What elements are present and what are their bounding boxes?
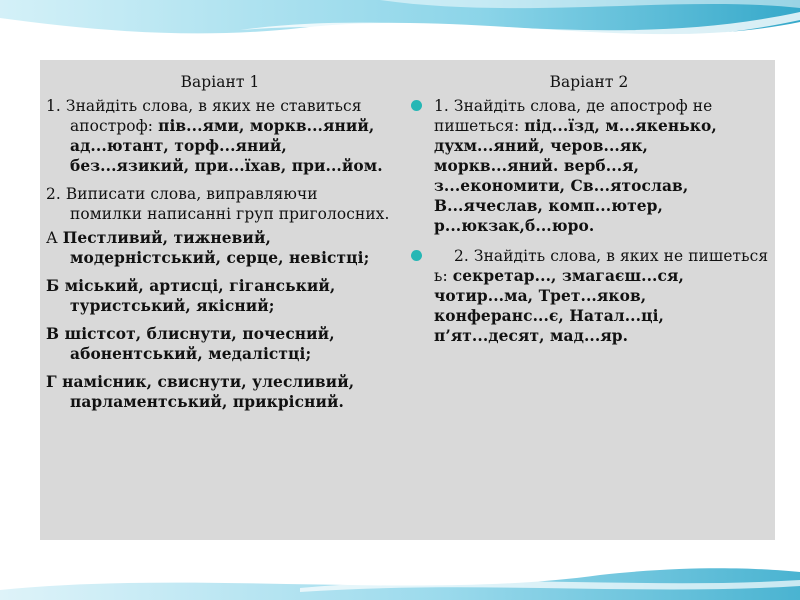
variant-2-question-1 <box>408 96 770 236</box>
content-panel <box>40 60 775 540</box>
option-a-letter: А <box>46 229 63 247</box>
bullet-icon <box>411 100 422 111</box>
variant-2-question-1-lead: 1. Знайдіть слова, де апостроф не пишеться: <box>434 97 713 135</box>
variant-1-option-v: В шістсот, блиснути, почесний, абонентський, медалістці; <box>46 325 335 363</box>
variant-2-question-2 <box>408 246 770 346</box>
variant-1-question-1-words: пів...ями, моркв...яний, ад...ютант, торф...яний, без...язикий, при...їхав, при...йом. <box>70 117 383 175</box>
bottom-wave-decoration <box>0 530 800 600</box>
variant-2-title: Варіант 2 <box>549 73 629 91</box>
variant-1-column <box>46 72 394 420</box>
variant-2-question-1-words: під...їзд, м...якенько, духм...яний, черов...як, моркв...яний. верб...я, з...економити, Св...ятослав, В...ячеслав, комп...ютер, р...юкзак,б...юро. <box>434 117 717 235</box>
variant-2-question-2-lead: 2. Знайдіть слова, в яких не пишеться ь: <box>434 247 769 285</box>
variant-1-title: Варіант 1 <box>180 73 260 91</box>
variant-2-column <box>408 72 770 356</box>
variant-2-question-2-words: секретар..., змагаєш...ся, чотир...ма, Трет...яков, конферанс...є, Натал...ці, п’ят...десят, мад...яр. <box>434 267 684 345</box>
variant-2-question-2-text <box>434 246 770 346</box>
option-a-words: Пестливий, тижневий, модерністський, серце, невістці; <box>62 229 370 267</box>
variant-1-option-g: Г намісник, свиснути, улесливий, парламентський, прикрісний. <box>46 373 355 411</box>
variant-1-question-1 <box>46 96 394 176</box>
variant-1-option-a <box>46 228 394 268</box>
bullet-icon <box>411 250 422 261</box>
variant-1-question-1-lead: 1. Знайдіть слова, в яких не ставиться апостроф: <box>46 97 362 135</box>
variant-1-question-2: 2. Виписати слова, виправляючи помилки написанні груп приголосних. <box>46 185 390 223</box>
variant-1-option-b: Б міський, артисці, гіганський, туристський, якісний; <box>46 277 336 315</box>
